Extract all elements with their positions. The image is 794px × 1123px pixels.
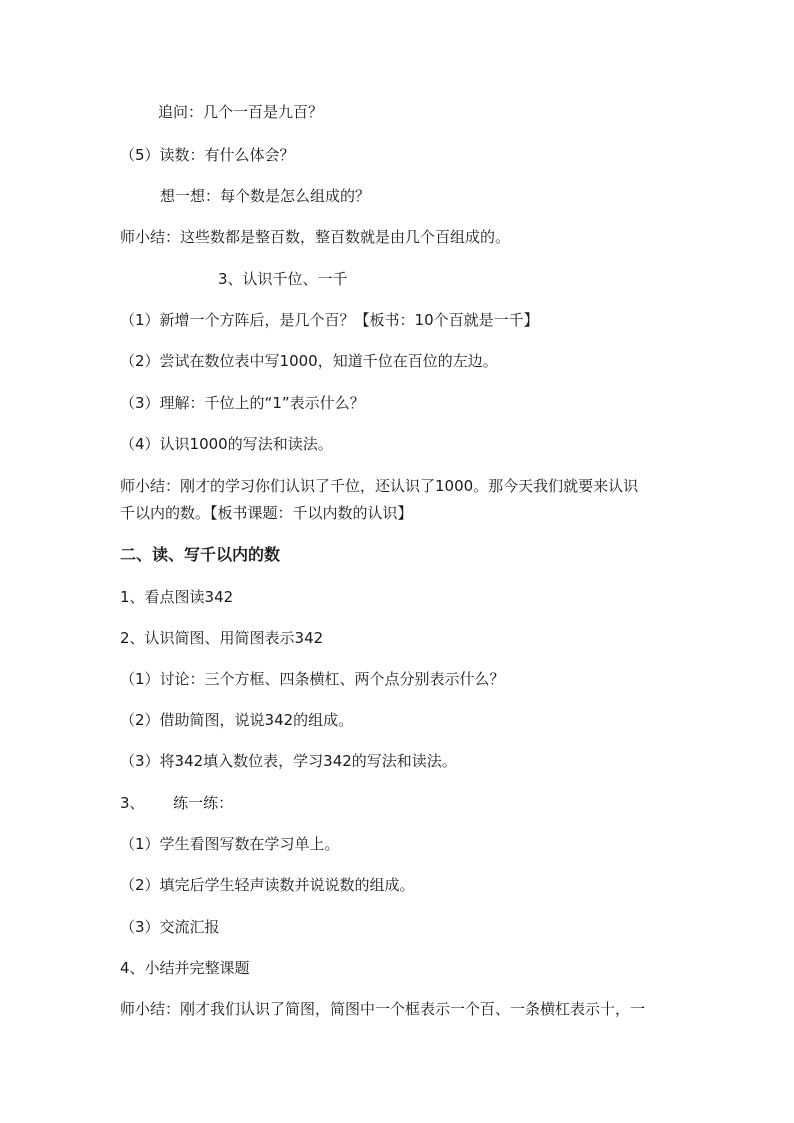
- text-line: （2）填完后学生轻声读数并说说数的组成。: [120, 876, 415, 894]
- text-line: （3）将342填入数位表，学习342的写法和读法。: [120, 752, 457, 770]
- text-line: （3）交流汇报: [120, 918, 220, 936]
- text-line: 3、 练一练：: [120, 794, 234, 812]
- text-line: （3）理解：千位上的“1”表示什么？: [120, 394, 365, 412]
- text-line: 2、认识简图、用简图表示342: [120, 629, 324, 647]
- text-line: 4、小结并完整课题: [120, 959, 250, 977]
- text-line: 想一想：每个数是怎么组成的？: [160, 187, 371, 205]
- section-subheading: 3、认识千位、一千: [218, 270, 348, 288]
- text-line: 千以内的数。【板书课题：千以内数的认识】: [120, 504, 413, 522]
- text-line: （1）学生看图写数在学习单上。: [120, 835, 340, 853]
- text-line: 1、看点图读342: [120, 588, 234, 606]
- text-line: （1）新增一个方阵后，是几个百？【板书：10个百就是一千】: [120, 311, 539, 329]
- text-line: 师小结：刚才的学习你们认识了千位，还认识了1000。那今天我们就要来认识: [120, 477, 639, 495]
- text-line: （5）读数：有什么体会？: [120, 146, 295, 164]
- text-line: 师小结：刚才我们认识了简图，简图中一个框表示一个百、一条横杠表示十，一: [120, 1000, 646, 1018]
- text-line: （2）尝试在数位表中写1000，知道千位在百位的左边。: [120, 352, 498, 370]
- text-line: 追问：几个一百是九百？: [158, 103, 324, 121]
- text-line: （2）借助简图，说说342的组成。: [120, 711, 354, 729]
- text-line: （1）讨论：三个方框、四条横杠、两个点分别表示什么？: [120, 670, 505, 688]
- text-line: （4）认识1000的写法和读法。: [120, 435, 333, 453]
- section-heading: 二、读、写千以内的数: [120, 545, 281, 564]
- text-line: 师小结：这些数都是整百数，整百数就是由几个百组成的。: [120, 228, 511, 246]
